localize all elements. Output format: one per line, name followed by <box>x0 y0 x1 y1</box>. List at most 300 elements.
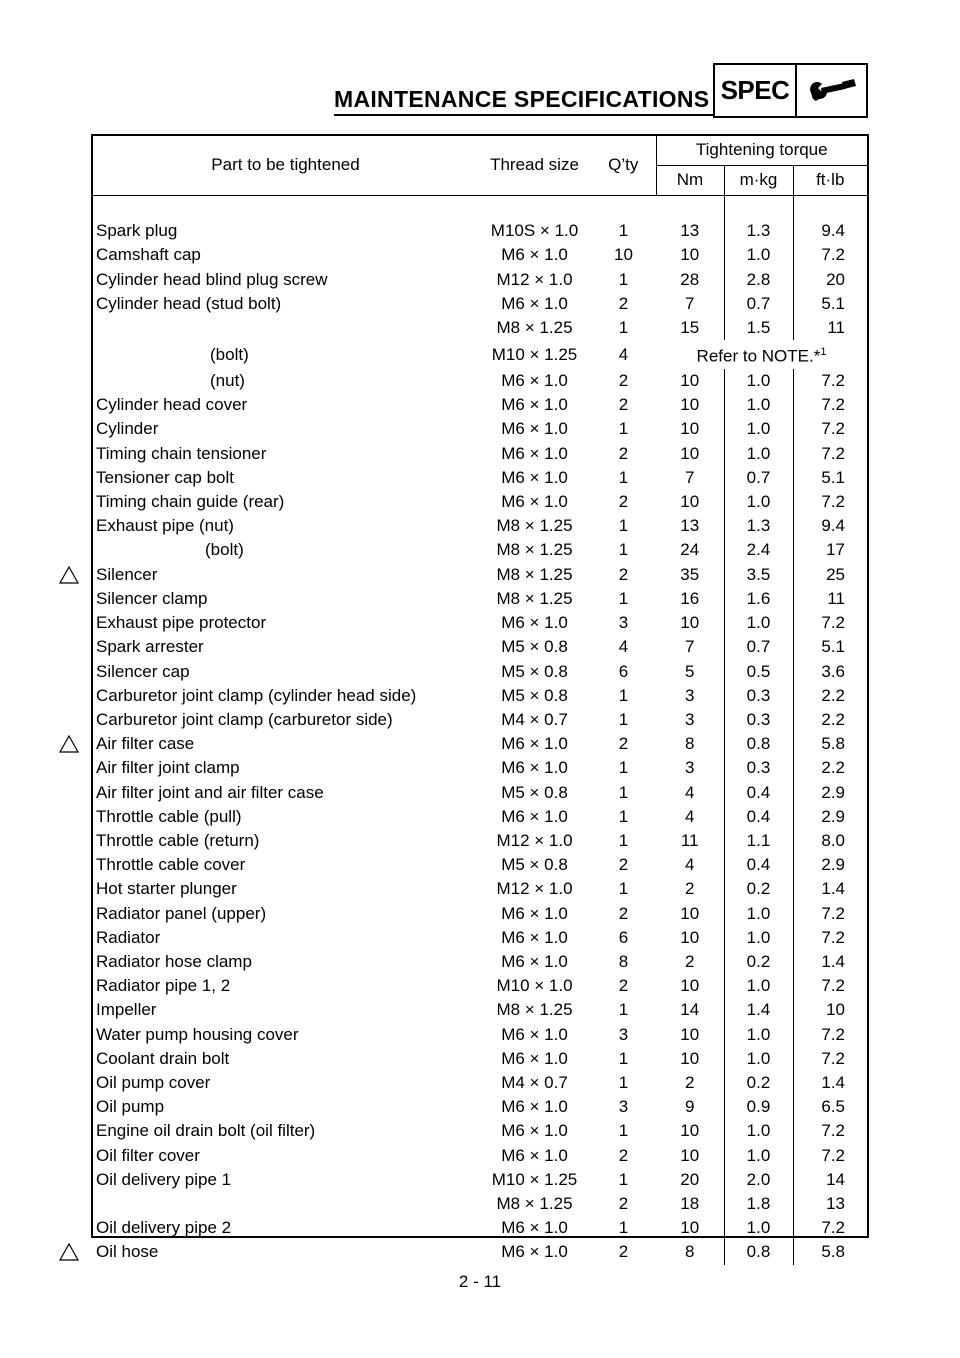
table-row <box>93 417 867 441</box>
table-row <box>93 732 867 756</box>
torque-ftlb: 3.6 <box>793 660 867 684</box>
torque-mkg: 0.2 <box>724 877 793 901</box>
torque-ftlb: 8.0 <box>793 829 867 853</box>
part-name: Oil hose <box>96 1242 159 1262</box>
warning-triangle-icon <box>58 1242 80 1262</box>
part-name: Radiator pipe 1, 2 <box>96 976 231 996</box>
torque-ftlb: 9.4 <box>793 514 867 538</box>
torque-nm: 10 <box>680 1048 700 1068</box>
quantity: 1 <box>618 467 629 487</box>
part-name: Exhaust pipe (nut) <box>96 516 234 536</box>
thread-size: M4 × 0.7 <box>501 709 568 729</box>
torque-mkg: 1.0 <box>724 1144 793 1168</box>
torque-ftlb: 10 <box>793 998 867 1022</box>
table-row <box>93 442 867 466</box>
torque-ftlb: 7.2 <box>793 902 867 926</box>
torque-ftlb: 7.2 <box>793 1144 867 1168</box>
torque-ftlb: 7.2 <box>793 926 867 950</box>
spec-label: SPEC <box>715 65 797 116</box>
thread-size: M10S × 1.0 <box>490 221 579 241</box>
torque-mkg: 2.4 <box>724 538 793 562</box>
torque-mkg: 0.7 <box>724 466 793 490</box>
table-row <box>93 1192 867 1216</box>
table-row <box>93 514 867 538</box>
header-thread: Thread size <box>478 136 591 195</box>
torque-nm: 10 <box>680 395 700 415</box>
torque-nm: 7 <box>685 293 695 313</box>
torque-nm: 20 <box>680 1169 700 1189</box>
part-name: Carburetor joint clamp (cylinder head side) <box>96 685 417 705</box>
table-row <box>93 1023 867 1047</box>
quantity: 1 <box>618 419 629 439</box>
quantity: 1 <box>618 830 629 850</box>
thread-size: M8 × 1.25 <box>496 1193 573 1213</box>
part-name: Silencer <box>96 564 158 584</box>
thread-size: M6 × 1.0 <box>501 1097 568 1117</box>
torque-mkg: 1.0 <box>724 417 793 441</box>
torque-ftlb: 11 <box>793 316 867 340</box>
thread-size: M6 × 1.0 <box>501 1048 568 1068</box>
header-torque: Tightening torque <box>656 136 867 165</box>
torque-table <box>91 134 869 1262</box>
torque-ftlb: 2.9 <box>793 781 867 805</box>
part-name: Camshaft cap <box>96 245 201 265</box>
quantity: 2 <box>618 1145 629 1165</box>
header-part: Part to be tightened <box>93 136 478 195</box>
part-name: Impeller <box>96 1000 157 1020</box>
torque-nm: 10 <box>680 903 700 923</box>
table-row <box>93 1095 867 1119</box>
torque-nm: 10 <box>680 419 700 439</box>
part-name: (bolt) <box>210 344 249 364</box>
part-name: Silencer cap <box>96 661 190 681</box>
torque-nm: 16 <box>680 588 700 608</box>
torque-mkg: 0.8 <box>724 732 793 756</box>
section-badge <box>713 63 868 118</box>
torque-mkg: 3.5 <box>724 563 793 587</box>
quantity: 2 <box>618 443 629 463</box>
torque-mkg: 0.2 <box>724 1071 793 1095</box>
part-name <box>93 316 478 340</box>
torque-nm: 8 <box>685 734 695 754</box>
page-number: 2 - 11 <box>458 1272 502 1291</box>
table-row <box>93 660 867 684</box>
part-name: Exhaust pipe protector <box>96 613 267 633</box>
thread-size: M10 × 1.25 <box>491 344 578 364</box>
part-name: (nut) <box>210 371 245 391</box>
torque-ftlb: 5.8 <box>793 1240 867 1264</box>
torque-mkg: 0.9 <box>724 1095 793 1119</box>
quantity: 1 <box>618 221 629 241</box>
torque-nm: 10 <box>680 492 700 512</box>
part-name: Hot starter plunger <box>96 879 237 899</box>
quantity: 2 <box>618 564 629 584</box>
quantity: 1 <box>618 516 629 536</box>
torque-nm: 3 <box>685 685 695 705</box>
quantity: 1 <box>618 540 629 560</box>
torque-nm: 10 <box>680 1024 700 1044</box>
thread-size: M6 × 1.0 <box>501 245 568 265</box>
torque-ftlb: 20 <box>793 268 867 292</box>
thread-size: M8 × 1.25 <box>496 516 573 536</box>
torque-ftlb: 7.2 <box>793 1216 867 1240</box>
part-name: Throttle cable (pull) <box>96 806 242 826</box>
torque-ftlb: 7.2 <box>793 1023 867 1047</box>
torque-nm: 15 <box>680 318 700 337</box>
part-name: Throttle cable cover <box>96 855 246 875</box>
torque-nm: 2 <box>685 879 695 899</box>
torque-ftlb: 14 <box>793 1168 867 1192</box>
part-name: (bolt) <box>205 540 244 560</box>
warning-triangle-icon <box>58 565 80 585</box>
thread-size: M6 × 1.0 <box>501 492 568 512</box>
torque-mkg: 0.4 <box>724 781 793 805</box>
torque-nm: 14 <box>680 1000 700 1020</box>
part-name: Carburetor joint clamp (carburetor side) <box>96 709 393 729</box>
torque-nm: 2 <box>685 1072 695 1092</box>
table-row <box>93 853 867 877</box>
thread-size: M6 × 1.0 <box>501 1121 568 1141</box>
torque-nm: 10 <box>680 613 700 633</box>
part-name: Air filter joint clamp <box>96 758 240 778</box>
part-name <box>93 1192 478 1216</box>
part-name: Oil pump cover <box>96 1072 211 1092</box>
thread-size: M5 × 0.8 <box>501 855 568 875</box>
torque-mkg: 1.0 <box>724 1047 793 1071</box>
quantity: 2 <box>618 734 629 754</box>
thread-size: M6 × 1.0 <box>501 806 568 826</box>
thread-size: M6 × 1.0 <box>501 927 568 947</box>
torque-ftlb: 7.2 <box>793 490 867 514</box>
thread-size: M12 × 1.0 <box>496 879 573 899</box>
quantity: 2 <box>618 492 629 512</box>
quantity: 2 <box>618 293 629 313</box>
table-row <box>93 805 867 829</box>
torque-ftlb: 13 <box>793 1192 867 1216</box>
torque-ftlb: 5.1 <box>793 466 867 490</box>
part-name: Throttle cable (return) <box>96 830 260 850</box>
torque-nm: 10 <box>680 927 700 947</box>
thread-size: M6 × 1.0 <box>501 419 568 439</box>
table-row <box>93 1144 867 1168</box>
table-row <box>93 926 867 950</box>
thread-size: M5 × 0.8 <box>501 637 568 657</box>
quantity: 4 <box>618 344 629 364</box>
quantity: 1 <box>618 1218 629 1238</box>
torque-mkg: 1.0 <box>724 369 793 393</box>
part-name: Oil filter cover <box>96 1145 200 1165</box>
table-row <box>93 756 867 780</box>
quantity: 1 <box>618 1000 629 1020</box>
table-row <box>93 950 867 974</box>
table-row <box>93 611 867 635</box>
table-row <box>93 974 867 998</box>
table-row <box>93 1047 867 1071</box>
thread-size: M6 × 1.0 <box>501 1024 568 1044</box>
torque-mkg: 0.7 <box>724 635 793 659</box>
header-nm: Nm <box>656 165 724 195</box>
quantity: 1 <box>618 588 629 608</box>
torque-nm: 10 <box>680 976 700 996</box>
part-name: Silencer clamp <box>96 588 208 608</box>
thread-size: M10 × 1.25 <box>491 1169 578 1189</box>
torque-ftlb: 7.2 <box>793 417 867 441</box>
torque-ftlb: 2.2 <box>793 684 867 708</box>
torque-ftlb: 5.1 <box>793 635 867 659</box>
quantity: 8 <box>618 951 629 971</box>
thread-size: M6 × 1.0 <box>501 443 568 463</box>
thread-size: M6 × 1.0 <box>501 1145 568 1165</box>
torque-ftlb: 1.4 <box>793 877 867 901</box>
torque-nm: 9 <box>685 1097 695 1117</box>
thread-size: M6 × 1.0 <box>501 395 568 415</box>
thread-size: M8 × 1.25 <box>496 1000 573 1020</box>
torque-mkg: 0.4 <box>724 805 793 829</box>
torque-mkg: 1.4 <box>724 998 793 1022</box>
table-row <box>93 538 867 562</box>
torque-nm: 8 <box>685 1242 695 1262</box>
note-superscript: 1 <box>820 346 827 359</box>
torque-mkg: 1.0 <box>724 243 793 267</box>
torque-ftlb: 11 <box>793 587 867 611</box>
table-row <box>93 1216 867 1240</box>
torque-nm: 10 <box>680 443 700 463</box>
table-row <box>93 1240 867 1264</box>
part-name: Oil delivery pipe 2 <box>96 1218 232 1238</box>
torque-ftlb: 1.4 <box>793 1071 867 1095</box>
torque-ftlb: 7.2 <box>793 974 867 998</box>
part-name: Water pump housing cover <box>96 1024 299 1044</box>
quantity: 1 <box>618 269 629 289</box>
quantity: 1 <box>618 782 629 802</box>
torque-nm: 2 <box>685 951 695 971</box>
wrench-icon <box>797 65 866 116</box>
torque-nm: 7 <box>685 467 695 487</box>
torque-nm: 18 <box>680 1193 700 1213</box>
thread-size: M8 × 1.25 <box>496 318 573 337</box>
torque-nm: 10 <box>680 1121 700 1141</box>
torque-nm: 10 <box>680 1218 700 1238</box>
torque-mkg: 1.0 <box>724 442 793 466</box>
table-row <box>93 369 867 393</box>
quantity: 3 <box>618 1024 629 1044</box>
table-row <box>93 587 867 611</box>
part-name: Air filter joint and air filter case <box>96 782 324 802</box>
torque-mkg: 1.0 <box>724 974 793 998</box>
quantity: 2 <box>618 903 629 923</box>
thread-size: M8 × 1.25 <box>496 588 573 608</box>
torque-mkg: 1.1 <box>724 829 793 853</box>
thread-size: M6 × 1.0 <box>501 613 568 633</box>
quantity: 1 <box>618 1169 629 1189</box>
table-row <box>93 219 867 243</box>
table-row <box>93 781 867 805</box>
torque-ftlb: 7.2 <box>793 393 867 417</box>
torque-mkg: 0.7 <box>724 292 793 316</box>
thread-size: M10 × 1.0 <box>496 976 573 996</box>
torque-mkg: 0.2 <box>724 950 793 974</box>
torque-mkg: 2.0 <box>724 1168 793 1192</box>
part-name: Cylinder <box>96 419 159 439</box>
torque-ftlb: 1.4 <box>793 950 867 974</box>
table-row <box>93 684 867 708</box>
part-name: Radiator panel (upper) <box>96 903 267 923</box>
quantity: 1 <box>618 1048 629 1068</box>
table-row <box>93 316 867 340</box>
quantity: 10 <box>614 245 633 265</box>
torque-mkg: 0.4 <box>724 853 793 877</box>
torque-mkg: 0.3 <box>724 756 793 780</box>
quantity: 6 <box>618 927 629 947</box>
quantity: 2 <box>618 855 629 875</box>
part-name: Oil delivery pipe 1 <box>96 1169 232 1189</box>
thread-size: M8 × 1.25 <box>496 540 573 560</box>
torque-ftlb: 7.2 <box>793 369 867 393</box>
quantity: 3 <box>618 1097 629 1117</box>
torque-ftlb: 5.1 <box>793 292 867 316</box>
torque-nm: 7 <box>685 637 695 657</box>
quantity: 2 <box>618 395 629 415</box>
torque-ftlb: 25 <box>793 563 867 587</box>
part-name: Coolant drain bolt <box>96 1048 230 1068</box>
thread-size: M6 × 1.0 <box>501 734 568 754</box>
torque-mkg: 2.8 <box>724 268 793 292</box>
torque-mkg: 1.5 <box>724 316 793 340</box>
warning-triangle-icon <box>58 734 80 754</box>
torque-mkg: 1.0 <box>724 926 793 950</box>
part-name: Cylinder head blind plug screw <box>96 269 328 289</box>
torque-mkg: 0.5 <box>724 660 793 684</box>
quantity: 3 <box>618 613 629 633</box>
table-row <box>93 1071 867 1095</box>
torque-nm: 3 <box>685 758 695 778</box>
quantity: 4 <box>618 637 629 657</box>
quantity: 1 <box>618 806 629 826</box>
thread-size: M6 × 1.0 <box>501 467 568 487</box>
quantity: 1 <box>618 685 629 705</box>
torque-note <box>656 340 867 369</box>
thread-size: M6 × 1.0 <box>501 293 568 313</box>
table-row <box>93 998 867 1022</box>
thread-size: M6 × 1.0 <box>501 758 568 778</box>
torque-nm: 10 <box>680 371 700 391</box>
part-name: Oil pump <box>96 1097 165 1117</box>
torque-mkg: 1.8 <box>724 1192 793 1216</box>
torque-ftlb: 9.4 <box>793 219 867 243</box>
torque-mkg: 0.3 <box>724 708 793 732</box>
torque-ftlb: 5.8 <box>793 732 867 756</box>
torque-mkg: 1.0 <box>724 490 793 514</box>
part-name: Timing chain guide (rear) <box>96 492 285 512</box>
part-name: Cylinder head (stud bolt) <box>96 293 282 313</box>
torque-mkg: 0.8 <box>724 1240 793 1264</box>
torque-nm: 3 <box>685 709 695 729</box>
torque-ftlb: 2.2 <box>793 756 867 780</box>
torque-ftlb: 7.2 <box>793 611 867 635</box>
thread-size: M4 × 0.7 <box>501 1072 568 1092</box>
table-row <box>93 635 867 659</box>
torque-mkg: 1.0 <box>724 393 793 417</box>
table-row <box>93 1168 867 1192</box>
quantity: 2 <box>618 1242 629 1262</box>
part-name: Air filter case <box>96 734 195 754</box>
torque-ftlb: 7.2 <box>793 1047 867 1071</box>
table-row <box>93 292 867 316</box>
table-row <box>93 466 867 490</box>
torque-nm: 4 <box>685 806 695 826</box>
quantity: 1 <box>618 1072 629 1092</box>
torque-nm: 24 <box>680 540 700 560</box>
quantity: 1 <box>618 879 629 899</box>
torque-nm: 13 <box>680 516 700 536</box>
torque-nm: 10 <box>680 1145 700 1165</box>
table-row <box>93 268 867 292</box>
torque-ftlb: 17 <box>793 538 867 562</box>
thread-size: M5 × 0.8 <box>501 661 568 681</box>
thread-size: M6 × 1.0 <box>501 903 568 923</box>
torque-ftlb: 2.9 <box>793 853 867 877</box>
quantity: 1 <box>618 1121 629 1141</box>
table-row <box>93 829 867 853</box>
part-name: Radiator hose clamp <box>96 951 252 971</box>
thread-size: M6 × 1.0 <box>501 371 568 391</box>
part-name: Engine oil drain bolt (oil filter) <box>96 1121 316 1141</box>
torque-mkg: 1.0 <box>724 1216 793 1240</box>
torque-ftlb: 7.2 <box>793 243 867 267</box>
part-name: Radiator <box>96 927 161 947</box>
thread-size: M6 × 1.0 <box>501 1218 568 1238</box>
torque-nm: 28 <box>680 269 700 289</box>
part-name: Spark arrester <box>96 637 204 657</box>
torque-nm: 4 <box>685 782 695 802</box>
title-underline <box>334 114 714 116</box>
torque-ftlb: 7.2 <box>793 1119 867 1143</box>
torque-nm: 35 <box>680 564 700 584</box>
torque-mkg: 1.3 <box>724 219 793 243</box>
table-row <box>93 902 867 926</box>
torque-mkg: 1.0 <box>724 1119 793 1143</box>
torque-nm: 11 <box>680 830 699 850</box>
quantity: 2 <box>618 976 629 996</box>
thread-size: M6 × 1.0 <box>501 951 568 971</box>
table-row <box>93 877 867 901</box>
torque-ftlb: 6.5 <box>793 1095 867 1119</box>
table-row <box>93 563 867 587</box>
quantity: 6 <box>618 661 629 681</box>
torque-nm: 10 <box>680 245 700 265</box>
quantity: 2 <box>618 371 629 391</box>
torque-ftlb: 7.2 <box>793 442 867 466</box>
quantity: 1 <box>618 709 629 729</box>
table-row <box>93 340 867 369</box>
header-mkg: m·kg <box>724 165 793 195</box>
torque-nm: 5 <box>685 661 695 681</box>
thread-size: M5 × 0.8 <box>501 685 568 705</box>
thread-size: M5 × 0.8 <box>501 782 568 802</box>
note-text: Refer to NOTE.* <box>696 346 821 366</box>
table-row <box>93 1119 867 1143</box>
torque-mkg: 1.6 <box>724 587 793 611</box>
torque-mkg: 1.3 <box>724 514 793 538</box>
torque-mkg: 1.0 <box>724 1023 793 1047</box>
thread-size: M12 × 1.0 <box>496 830 573 850</box>
table-row <box>93 708 867 732</box>
torque-mkg: 1.0 <box>724 611 793 635</box>
header-qty: Q’ty <box>591 136 656 195</box>
torque-mkg: 0.3 <box>724 684 793 708</box>
table-row <box>93 393 867 417</box>
torque-nm: 4 <box>685 855 695 875</box>
